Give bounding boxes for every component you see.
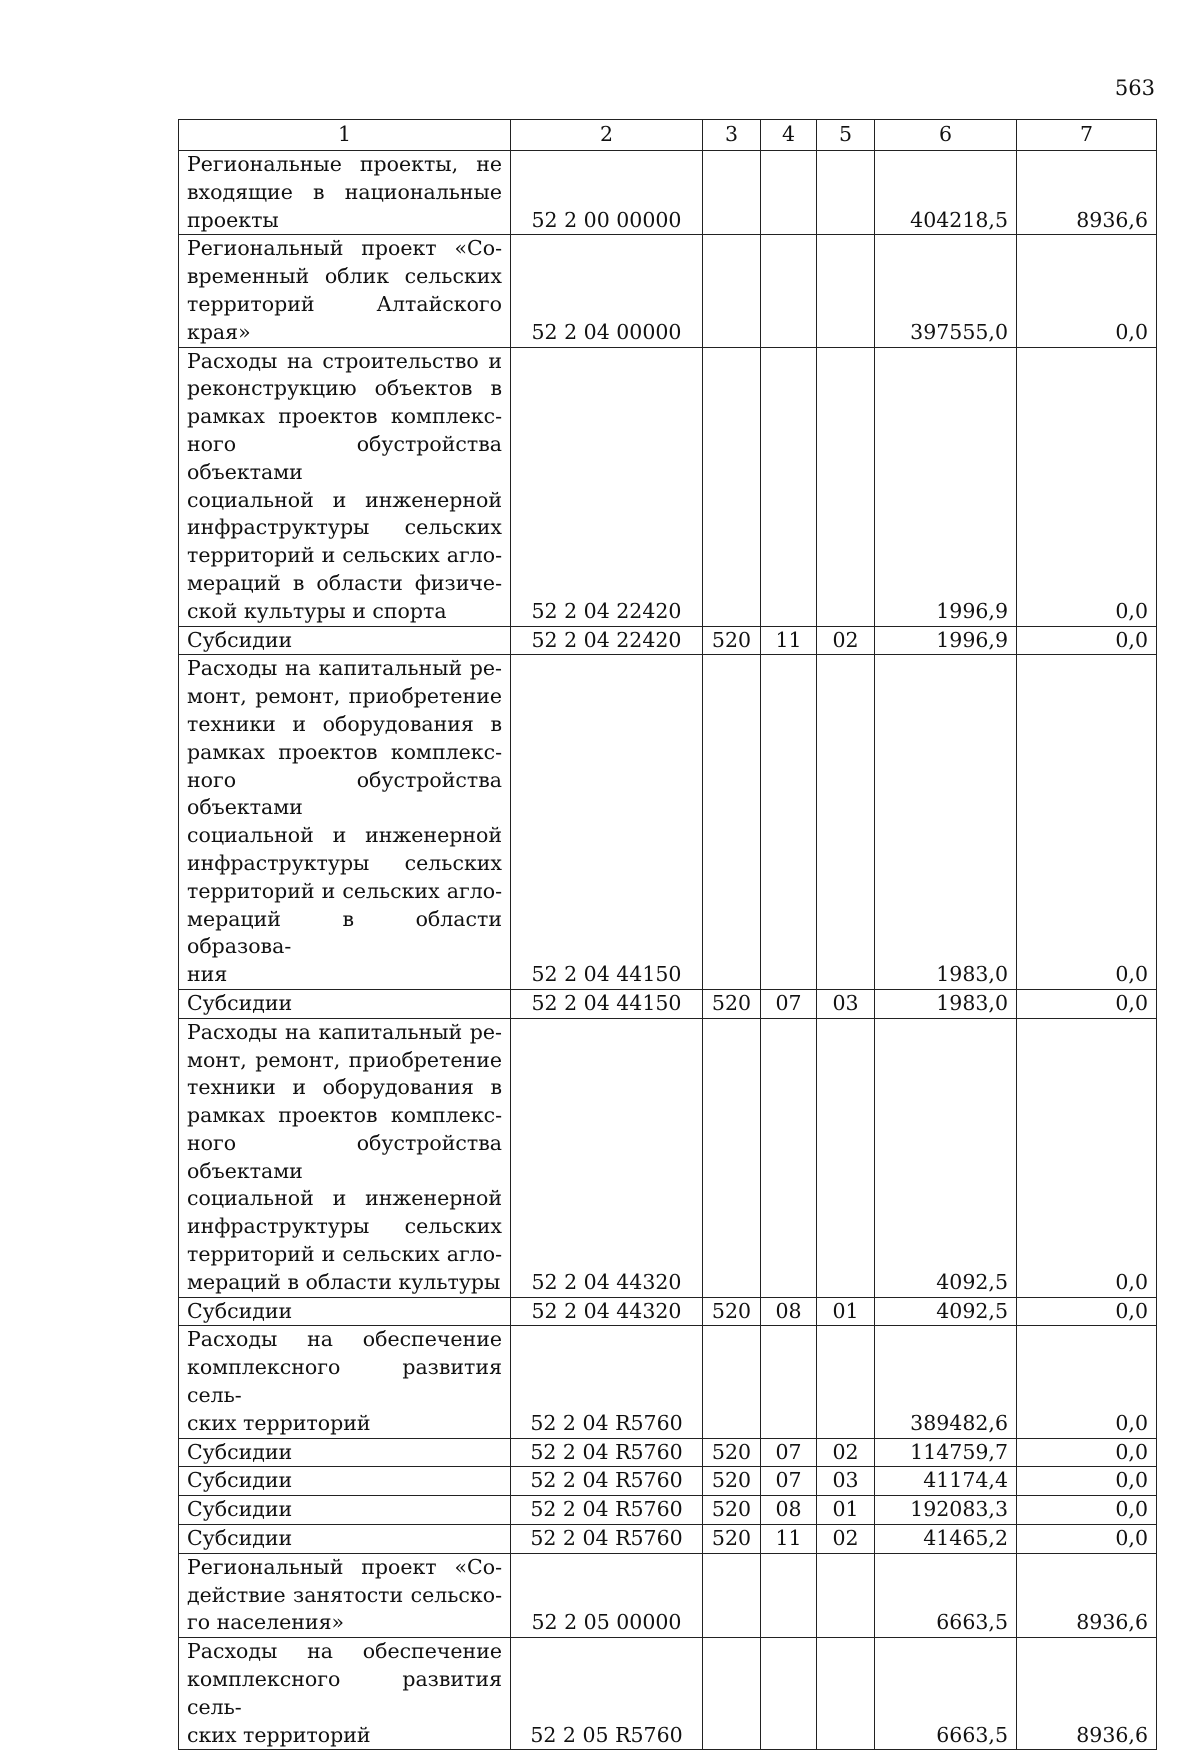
row-amount-1: 1996,9 xyxy=(875,347,1017,626)
row-name-line: рамках проектов комплекс- xyxy=(187,404,502,429)
row-name-line: проекты xyxy=(187,207,279,232)
row-name xyxy=(179,989,511,1018)
row-amount-2: 0,0 xyxy=(1017,989,1157,1018)
row-name-line: монт, ремонт, приобретение xyxy=(187,684,502,709)
table-row xyxy=(179,1018,1157,1297)
table-row xyxy=(179,151,1157,235)
row-name-line: ного обустройства объектами xyxy=(187,431,502,484)
row-amount-2: 8936,6 xyxy=(1017,1553,1157,1637)
row-amount-1: 404218,5 xyxy=(875,151,1017,235)
row-amount-2: 0,0 xyxy=(1017,235,1157,347)
row-name-line: территорий и сельских агло- xyxy=(187,1242,502,1267)
row-amount-2: 0,0 xyxy=(1017,1018,1157,1297)
table-row xyxy=(179,347,1157,626)
row-code: 52 2 04 44150 xyxy=(511,989,703,1018)
row-name xyxy=(179,655,511,990)
row-amount-1: 1983,0 xyxy=(875,655,1017,990)
row-amount-2: 0,0 xyxy=(1017,347,1157,626)
table-row xyxy=(179,655,1157,990)
row-vr xyxy=(703,655,761,990)
column-header: 3 xyxy=(703,120,761,151)
row-name xyxy=(179,626,511,655)
row-rz xyxy=(761,1553,817,1637)
table-row xyxy=(179,626,1157,655)
row-name-line: ской культуры и спорта xyxy=(187,598,447,623)
row-amount-1: 397555,0 xyxy=(875,235,1017,347)
row-name-line: рамках проектов комплекс- xyxy=(187,1103,502,1128)
table-row xyxy=(179,1525,1157,1554)
row-name-line: Расходы на обеспечение xyxy=(187,1327,502,1352)
row-amount-1: 1996,9 xyxy=(875,626,1017,655)
row-rz: 11 xyxy=(761,626,817,655)
row-amount-1: 6663,5 xyxy=(875,1553,1017,1637)
row-pr: 03 xyxy=(817,989,875,1018)
row-name-line: ного обустройства объектами xyxy=(187,1130,502,1183)
row-name xyxy=(179,1467,511,1496)
row-name-line: территорий Алтайского xyxy=(187,291,502,316)
row-rz: 08 xyxy=(761,1297,817,1326)
row-amount-2: 8936,6 xyxy=(1017,1638,1157,1750)
row-name xyxy=(179,1297,511,1326)
row-code: 52 2 04 44150 xyxy=(511,655,703,990)
row-name-line: Расходы на строительство и xyxy=(187,348,502,373)
row-rz: 11 xyxy=(761,1525,817,1554)
row-rz: 07 xyxy=(761,1467,817,1496)
row-pr xyxy=(817,1638,875,1750)
row-name xyxy=(179,1018,511,1297)
row-code: 52 2 04 44320 xyxy=(511,1018,703,1297)
row-code: 52 2 04 R5760 xyxy=(511,1496,703,1525)
row-name-line: ного обустройства объектами xyxy=(187,767,502,820)
row-vr xyxy=(703,1638,761,1750)
row-name-line: техники и оборудования в xyxy=(187,711,502,736)
row-amount-1: 389482,6 xyxy=(875,1326,1017,1438)
table-row xyxy=(179,1553,1157,1637)
row-pr xyxy=(817,1326,875,1438)
row-name-line: инфраструктуры сельских xyxy=(187,1214,502,1239)
column-header: 4 xyxy=(761,120,817,151)
row-name-line: Субсидии xyxy=(187,990,293,1015)
row-amount-1: 6663,5 xyxy=(875,1638,1017,1750)
row-pr xyxy=(817,347,875,626)
row-vr: 520 xyxy=(703,626,761,655)
row-name-line: го населения» xyxy=(187,1610,345,1635)
row-name-line: мераций в области образова- xyxy=(187,906,502,959)
row-amount-2: 0,0 xyxy=(1017,1297,1157,1326)
table-row xyxy=(179,1638,1157,1750)
row-rz xyxy=(761,235,817,347)
row-vr: 520 xyxy=(703,1525,761,1554)
row-name-line: территорий и сельских агло- xyxy=(187,878,502,903)
row-amount-2: 0,0 xyxy=(1017,1525,1157,1554)
row-amount-1: 4092,5 xyxy=(875,1297,1017,1326)
row-name-line: территорий и сельских агло- xyxy=(187,543,502,568)
row-name-line: Субсидии xyxy=(187,1497,293,1522)
row-name xyxy=(179,1553,511,1637)
row-name xyxy=(179,347,511,626)
row-name-line: Региональный проект «Со- xyxy=(187,1554,502,1579)
budget-table xyxy=(178,119,1157,1750)
row-name-line: входящие в национальные xyxy=(187,179,502,204)
row-vr xyxy=(703,1553,761,1637)
row-rz xyxy=(761,1018,817,1297)
row-name-line: ния xyxy=(187,962,228,987)
row-name-line: социальной и инженерной xyxy=(187,823,502,848)
row-name-line: комплексного развития сель- xyxy=(187,1667,502,1719)
row-name-line: Субсидии xyxy=(187,1298,293,1323)
row-pr xyxy=(817,151,875,235)
table-row xyxy=(179,235,1157,347)
row-name-line: Расходы на капитальный ре- xyxy=(187,656,502,681)
table-body xyxy=(179,151,1157,1750)
table-row xyxy=(179,1438,1157,1467)
column-header: 6 xyxy=(875,120,1017,151)
row-amount-1: 1983,0 xyxy=(875,989,1017,1018)
row-pr xyxy=(817,1553,875,1637)
row-amount-2: 0,0 xyxy=(1017,1467,1157,1496)
row-name xyxy=(179,1438,511,1467)
row-rz xyxy=(761,347,817,626)
table-row xyxy=(179,1496,1157,1525)
row-amount-1: 4092,5 xyxy=(875,1018,1017,1297)
row-rz xyxy=(761,655,817,990)
row-pr xyxy=(817,235,875,347)
row-amount-2: 0,0 xyxy=(1017,1326,1157,1438)
row-name-line: Региональный проект «Со- xyxy=(187,236,502,261)
row-name-line: мераций в области культуры xyxy=(187,1269,501,1294)
row-name-line: ских территорий xyxy=(187,1722,371,1747)
table-row xyxy=(179,1326,1157,1438)
row-name-line: Расходы на обеспечение xyxy=(187,1639,502,1664)
row-name-line: комплексного развития сель- xyxy=(187,1355,502,1408)
row-name-line: реконструкцию объектов в xyxy=(187,376,502,401)
row-vr xyxy=(703,1018,761,1297)
row-name-line: социальной и инженерной xyxy=(187,487,502,512)
table-row xyxy=(179,1467,1157,1496)
row-vr xyxy=(703,1326,761,1438)
row-vr xyxy=(703,347,761,626)
table-row xyxy=(179,1297,1157,1326)
row-name-line: инфраструктуры сельских xyxy=(187,850,502,875)
row-amount-1: 41465,2 xyxy=(875,1525,1017,1554)
row-amount-2: 8936,6 xyxy=(1017,151,1157,235)
row-rz: 07 xyxy=(761,989,817,1018)
row-name xyxy=(179,1496,511,1525)
row-pr: 02 xyxy=(817,626,875,655)
row-name xyxy=(179,1326,511,1438)
row-name-line: Субсидии xyxy=(187,1468,293,1493)
row-code: 52 2 00 00000 xyxy=(511,151,703,235)
row-rz: 08 xyxy=(761,1496,817,1525)
row-pr: 02 xyxy=(817,1525,875,1554)
row-name-line: мераций в области физиче- xyxy=(187,570,502,595)
row-name-line: Региональные проекты, не xyxy=(187,152,502,176)
row-vr: 520 xyxy=(703,1467,761,1496)
row-rz xyxy=(761,151,817,235)
row-vr: 520 xyxy=(703,989,761,1018)
row-code: 52 2 04 22420 xyxy=(511,347,703,626)
row-pr: 02 xyxy=(817,1438,875,1467)
row-vr xyxy=(703,235,761,347)
row-name-line: Расходы на капитальный ре- xyxy=(187,1019,502,1044)
row-code: 52 2 05 R5760 xyxy=(511,1638,703,1750)
row-rz xyxy=(761,1638,817,1750)
column-header: 2 xyxy=(511,120,703,151)
row-name-line: монт, ремонт, приобретение xyxy=(187,1047,502,1072)
row-amount-1: 41174,4 xyxy=(875,1467,1017,1496)
row-name-line: края» xyxy=(187,319,251,344)
row-name-line: действие занятости сельско- xyxy=(187,1582,502,1607)
row-pr: 03 xyxy=(817,1467,875,1496)
row-pr xyxy=(817,1018,875,1297)
row-code: 52 2 04 R5760 xyxy=(511,1438,703,1467)
row-name xyxy=(179,1638,511,1750)
row-name xyxy=(179,235,511,347)
row-code: 52 2 04 00000 xyxy=(511,235,703,347)
row-code: 52 2 04 22420 xyxy=(511,626,703,655)
row-vr: 520 xyxy=(703,1297,761,1326)
row-code: 52 2 04 R5760 xyxy=(511,1467,703,1496)
row-name-line: социальной и инженерной xyxy=(187,1186,502,1211)
row-code: 52 2 04 R5760 xyxy=(511,1525,703,1554)
row-amount-2: 0,0 xyxy=(1017,1438,1157,1467)
row-amount-1: 192083,3 xyxy=(875,1496,1017,1525)
column-header: 7 xyxy=(1017,120,1157,151)
row-pr: 01 xyxy=(817,1496,875,1525)
row-name xyxy=(179,1525,511,1554)
row-code: 52 2 04 44320 xyxy=(511,1297,703,1326)
column-header: 5 xyxy=(817,120,875,151)
row-name xyxy=(179,151,511,235)
row-amount-2: 0,0 xyxy=(1017,626,1157,655)
row-code: 52 2 04 R5760 xyxy=(511,1326,703,1438)
row-rz xyxy=(761,1326,817,1438)
row-code: 52 2 05 00000 xyxy=(511,1553,703,1637)
table-row xyxy=(179,989,1157,1018)
row-name-line: Субсидии xyxy=(187,1526,293,1551)
row-name-line: Субсидии xyxy=(187,627,293,652)
row-name-line: временный облик сельских xyxy=(187,264,502,289)
row-pr xyxy=(817,655,875,990)
row-amount-2: 0,0 xyxy=(1017,1496,1157,1525)
row-name-line: рамках проектов комплекс- xyxy=(187,739,502,764)
page-number: 563 xyxy=(1114,76,1155,100)
row-name-line: Субсидии xyxy=(187,1439,293,1464)
row-rz: 07 xyxy=(761,1438,817,1467)
row-vr: 520 xyxy=(703,1496,761,1525)
row-amount-1: 114759,7 xyxy=(875,1438,1017,1467)
column-header: 1 xyxy=(179,120,511,151)
row-pr: 01 xyxy=(817,1297,875,1326)
row-name-line: инфраструктуры сельских xyxy=(187,515,502,540)
row-amount-2: 0,0 xyxy=(1017,655,1157,990)
row-vr xyxy=(703,151,761,235)
row-vr: 520 xyxy=(703,1438,761,1467)
row-name-line: ских территорий xyxy=(187,1410,371,1435)
table-header-row xyxy=(179,120,1157,151)
row-name-line: техники и оборудования в xyxy=(187,1075,502,1100)
